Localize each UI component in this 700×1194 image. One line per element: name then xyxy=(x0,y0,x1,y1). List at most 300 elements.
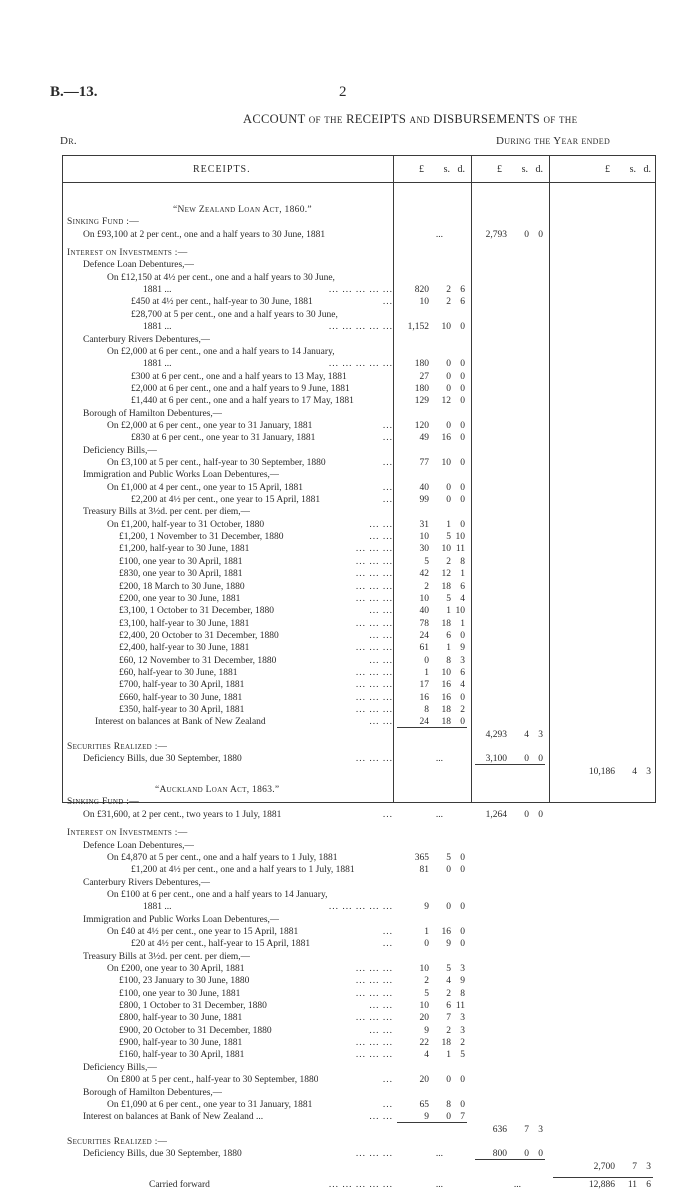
ledger-line xyxy=(63,753,657,765)
line-description: On £2,000 at 6 per cent., one year to 31 January, 1881 xyxy=(107,420,313,431)
leader-dots: ... ... xyxy=(369,717,393,728)
line-description: 1881 ... xyxy=(143,902,172,913)
ledger-line xyxy=(63,618,657,630)
receipts-ledger xyxy=(62,155,656,1190)
ledger-line xyxy=(63,469,657,481)
amount-pounds: 31 xyxy=(419,519,429,530)
amount-c1 xyxy=(393,494,471,506)
amount-pence: 0 xyxy=(460,692,465,703)
line-description: Defence Loan Debentures,— xyxy=(83,840,195,851)
amount-pence: 0 xyxy=(460,458,465,468)
amount-pence: 6 xyxy=(460,285,465,296)
amount-c1 xyxy=(393,692,471,704)
amount-pence: 0 xyxy=(460,902,465,913)
amount-pence: 0 xyxy=(460,495,465,506)
amount-pence: 8 xyxy=(460,556,465,567)
amount-c1 xyxy=(393,753,471,765)
line-description: Sinking Fund :— xyxy=(67,217,140,228)
amount-pence: 0 xyxy=(460,1075,465,1086)
amount-pence: 1 xyxy=(460,569,465,580)
amount-c3 xyxy=(549,1179,657,1191)
amount-placeholder: ... xyxy=(435,229,443,240)
amount-pence: 0 xyxy=(460,433,465,444)
amount-shillings: 7 xyxy=(632,1161,637,1172)
ledger-line xyxy=(63,926,657,938)
ledger-line xyxy=(63,1025,657,1037)
leader-dots: ... ... ... xyxy=(355,569,393,580)
amount-c1 xyxy=(393,543,471,555)
leader-dots: ... ... ... xyxy=(355,692,393,703)
amount-c1 xyxy=(393,531,471,543)
line-description: On £12,150 at 4½ per cent., one and a half years to 30 June, xyxy=(107,272,335,283)
sum-rule xyxy=(553,1177,653,1178)
amount-pounds: 40 xyxy=(419,606,429,617)
ledger-line xyxy=(63,796,657,808)
amount-pounds: 10,186 xyxy=(588,766,615,777)
amount-shillings: 0 xyxy=(446,482,451,493)
debit-label: Dr. xyxy=(60,135,77,147)
leader-dots: ... ... ... xyxy=(355,581,393,592)
amount-pounds: 40 xyxy=(419,482,429,493)
leader-dots: ... xyxy=(382,1099,393,1110)
amount-shillings: 5 xyxy=(446,532,451,543)
receipts-header: RECEIPTS. xyxy=(193,164,251,175)
line-description: £28,700 at 5 per cent., one and a half years to 30 June, xyxy=(131,309,338,320)
amount-shillings: 18 xyxy=(441,1038,451,1049)
ledger-line xyxy=(63,556,657,568)
amount-c1 xyxy=(393,581,471,593)
line-description: Securities Realized :— xyxy=(67,742,168,753)
leader-dots: ... xyxy=(382,458,393,468)
amount-pence: 4 xyxy=(460,680,465,691)
amount-pounds: 9 xyxy=(424,1112,429,1123)
line-description: 1881 ... xyxy=(143,359,172,370)
amount-pounds: 2,700 xyxy=(593,1161,615,1172)
line-description: £2,000 at 6 per cent., one and a half years to 9 June, 1881 xyxy=(131,383,350,394)
amount-c1 xyxy=(393,519,471,531)
amount-shillings: 2 xyxy=(446,285,451,296)
amount-pounds: 10 xyxy=(419,297,429,308)
leader-dots: ... ... ... xyxy=(355,593,393,604)
amount-pounds: 120 xyxy=(414,420,429,431)
amount-shillings: 9 xyxy=(446,939,451,950)
line-description: On £93,100 at 2 per cent., one and a half years to 30 June, 1881 xyxy=(83,229,326,240)
amount-pence: 0 xyxy=(460,322,465,333)
amount-pence: 6 xyxy=(460,581,465,592)
amount-pounds: 1,264 xyxy=(485,809,507,820)
sum-rule xyxy=(475,764,545,765)
amount-pounds: 22 xyxy=(419,1038,429,1049)
amount-pounds: 10 xyxy=(419,593,429,604)
line-description: £1,200 at 4½ per cent., one and a half years to 1 July, 1881 xyxy=(131,865,355,876)
amount-c2 xyxy=(471,229,549,241)
amount-c1 xyxy=(393,1099,471,1111)
amount-c1 xyxy=(393,296,471,308)
amount-placeholder: ... xyxy=(513,1179,521,1190)
amount-pence: 5 xyxy=(460,1050,465,1061)
leader-dots: ... xyxy=(382,939,393,950)
ledger-line xyxy=(63,395,657,407)
line-description: On £2,000 at 6 per cent., one and a half years to 14 January, xyxy=(107,346,335,357)
amount-shillings: 2 xyxy=(446,297,451,308)
pence-header: d. xyxy=(643,164,651,175)
line-description: On £1,000 at 4 per cent., one year to 15 April, 1881 xyxy=(107,482,304,493)
line-description: Deficiency Bills, due 30 September, 1880 xyxy=(83,1149,242,1160)
amount-pounds: 61 xyxy=(419,643,429,654)
ledger-line xyxy=(63,716,657,728)
amount-pence: 11 xyxy=(455,1001,465,1012)
amount-shillings: 18 xyxy=(441,618,451,629)
amount-shillings: 0 xyxy=(446,1112,451,1123)
leader-dots: ... ... ... xyxy=(355,705,393,715)
amount-shillings: 7 xyxy=(446,1013,451,1024)
ledger-line xyxy=(63,432,657,444)
leader-dots: ... ... ... xyxy=(355,618,393,629)
line-description: On £4,870 at 5 per cent., one and a half years to 1 July, 1881 xyxy=(107,852,338,863)
line-description: £900, 20 October to 31 December, 1880 xyxy=(119,1025,272,1036)
amount-pence: 0 xyxy=(460,630,465,641)
line-description: Interest on Investments :— xyxy=(67,248,188,259)
ledger-line xyxy=(63,1037,657,1049)
amount-pounds: 81 xyxy=(419,865,429,876)
amount-c1 xyxy=(393,1037,471,1049)
ledger-line xyxy=(63,204,657,216)
amount-c1 xyxy=(393,988,471,1000)
amount-shillings: 10 xyxy=(441,667,451,678)
leader-dots: ... ... ... xyxy=(355,1149,393,1160)
amount-pence: 0 xyxy=(460,519,465,530)
line-description: £450 at 4½ per cent., half-year to 30 June, 1881 xyxy=(131,297,313,308)
leader-dots: ... ... ... xyxy=(355,680,393,691)
amount-c1 xyxy=(393,809,471,821)
amount-c1 xyxy=(393,432,471,444)
line-description: £900, half-year to 30 June, 1881 xyxy=(119,1038,243,1049)
ledger-line xyxy=(63,457,657,469)
amount-pounds: 20 xyxy=(419,1013,429,1024)
amount-pence: 0 xyxy=(460,371,465,382)
amount-shillings: 0 xyxy=(446,865,451,876)
amount-pounds: 77 xyxy=(419,458,429,468)
ledger-line xyxy=(63,655,657,667)
amount-pounds: 3,100 xyxy=(485,754,507,765)
ledger-line xyxy=(63,259,657,271)
ledger-line xyxy=(63,593,657,605)
line-description: £2,200 at 4½ per cent., one year to 15 April, 1881 xyxy=(131,495,321,506)
ledger-line xyxy=(63,975,657,987)
leader-dots: ... xyxy=(382,433,393,444)
amount-shillings: 4 xyxy=(524,729,529,740)
amount-pounds: 2 xyxy=(424,976,429,987)
amount-c1 xyxy=(393,901,471,913)
amount-pence: 8 xyxy=(460,988,465,999)
ledger-line xyxy=(63,1074,657,1086)
amount-shillings: 8 xyxy=(446,1099,451,1110)
line-description: £350, half-year to 30 April, 1881 xyxy=(119,705,245,715)
amount-c1 xyxy=(393,704,471,716)
amount-pounds: 4,293 xyxy=(485,729,507,740)
amount-c1 xyxy=(393,1049,471,1061)
ledger-line xyxy=(63,284,657,296)
amount-c1 xyxy=(393,321,471,333)
shilling-header: s. xyxy=(521,164,528,175)
line-description: Interest on balances at Bank of New Zealand ... xyxy=(83,1112,264,1123)
line-description: On £1,200, half-year to 31 October, 1880 xyxy=(107,519,265,530)
leader-dots: ... xyxy=(382,926,393,937)
line-description: Immigration and Public Works Loan Debentures,— xyxy=(83,470,280,481)
amount-pence: 10 xyxy=(455,606,465,617)
amount-pence: 2 xyxy=(460,705,465,715)
amount-c1 xyxy=(393,642,471,654)
amount-shillings: 0 xyxy=(446,902,451,913)
amount-pounds: 9 xyxy=(424,902,429,913)
leader-dots: ... ... xyxy=(369,630,393,641)
leader-dots: ... ... ... xyxy=(355,988,393,999)
header-divider xyxy=(63,182,655,183)
ledger-line xyxy=(63,852,657,864)
leader-dots: ... ... ... ... ... xyxy=(328,902,393,913)
line-description: On £3,100 at 5 per cent., half-year to 30 September, 1880 xyxy=(107,458,326,468)
line-description: On £40 at 4½ per cent., one year to 15 April, 1881 xyxy=(107,926,299,937)
amount-pence: 0 xyxy=(460,396,465,407)
ledger-line xyxy=(63,963,657,975)
line-description: £660, half-year to 30 June, 1881 xyxy=(119,692,243,703)
line-description: Borough of Hamilton Debentures,— xyxy=(83,1087,223,1098)
amount-pence: 3 xyxy=(460,964,465,974)
ledger-line xyxy=(63,1000,657,1012)
amount-shillings: 0 xyxy=(524,229,529,240)
column-header-3 xyxy=(549,164,657,176)
amount-pounds: 10 xyxy=(419,1001,429,1012)
page-number: 2 xyxy=(339,84,347,100)
amount-pounds: 30 xyxy=(419,544,429,555)
ledger-line xyxy=(63,321,657,333)
amount-c1 xyxy=(393,1012,471,1024)
amount-pounds: 180 xyxy=(414,359,429,370)
amount-shillings: 12 xyxy=(441,569,451,580)
column-header-1 xyxy=(393,164,471,176)
amount-shillings: 1 xyxy=(446,1050,451,1061)
amount-pounds: 65 xyxy=(419,1099,429,1110)
ledger-line xyxy=(63,531,657,543)
amount-c1 xyxy=(393,938,471,950)
amount-pence: 6 xyxy=(460,667,465,678)
amount-pence: 7 xyxy=(460,1112,465,1123)
amount-pounds: 5 xyxy=(424,988,429,999)
amount-shillings: 5 xyxy=(446,852,451,863)
amount-pounds: 800 xyxy=(492,1149,507,1160)
ledger-line xyxy=(63,809,657,821)
line-description: Borough of Hamilton Debentures,— xyxy=(83,408,223,419)
amount-pounds: 12,886 xyxy=(588,1179,615,1190)
amount-pence: 0 xyxy=(460,359,465,370)
amount-c1 xyxy=(393,667,471,679)
ledger-line xyxy=(63,1179,657,1191)
amount-shillings: 16 xyxy=(441,680,451,691)
amount-c1 xyxy=(393,229,471,241)
ledger-line xyxy=(63,309,657,321)
leader-dots: ... ... ... xyxy=(355,1038,393,1049)
amount-shillings: 0 xyxy=(446,1075,451,1086)
amount-pounds: 2,793 xyxy=(485,229,507,240)
leader-dots: ... ... xyxy=(369,519,393,530)
ledger-line xyxy=(63,1012,657,1024)
line-description: Immigration and Public Works Loan Debentures,— xyxy=(83,914,280,925)
amount-placeholder: ... xyxy=(435,1149,443,1160)
ledger-line xyxy=(63,642,657,654)
leader-dots: ... ... xyxy=(369,655,393,666)
amount-pence: 0 xyxy=(460,939,465,950)
line-description: £200, 18 March to 30 June, 1880 xyxy=(119,581,245,592)
amount-c1 xyxy=(393,1025,471,1037)
amount-pence: 11 xyxy=(455,544,465,555)
amount-pence: 10 xyxy=(455,532,465,543)
amount-shillings: 5 xyxy=(446,593,451,604)
leader-dots: ... ... ... xyxy=(355,754,393,765)
amount-pounds: 78 xyxy=(419,618,429,629)
leader-dots: ... ... ... ... ... xyxy=(328,1179,393,1190)
ledger-line xyxy=(63,1148,657,1160)
ledger-line xyxy=(63,630,657,642)
pound-header: £ xyxy=(605,164,610,175)
line-description: On £800 at 5 per cent., half-year to 30 September, 1880 xyxy=(107,1075,319,1086)
amount-shillings: 1 xyxy=(446,606,451,617)
amount-c1 xyxy=(393,593,471,605)
shilling-header: s. xyxy=(443,164,450,175)
ledger-line xyxy=(63,741,657,753)
line-description: £3,100, 1 October to 31 December, 1880 xyxy=(119,606,275,617)
ledger-line xyxy=(63,704,657,716)
amount-c1 xyxy=(393,371,471,383)
amount-pounds: 636 xyxy=(492,1124,507,1135)
line-description: £100, one year to 30 April, 1881 xyxy=(119,556,243,567)
amount-shillings: 0 xyxy=(446,420,451,431)
line-description: Canterbury Rivers Debentures,— xyxy=(83,334,211,345)
ledger-line xyxy=(63,901,657,913)
amount-shillings: 1 xyxy=(446,643,451,654)
leader-dots: ... ... ... xyxy=(355,1013,393,1024)
amount-shillings: 6 xyxy=(446,1001,451,1012)
ledger-line xyxy=(63,784,657,796)
amount-pounds: 9 xyxy=(424,1025,429,1036)
amount-shillings: 2 xyxy=(446,556,451,567)
ledger-line xyxy=(63,482,657,494)
leader-dots: ... ... ... xyxy=(355,964,393,974)
line-description: 1881 ... xyxy=(143,322,172,333)
amount-c2 xyxy=(471,1124,549,1136)
ledger-line xyxy=(63,346,657,358)
ledger-line xyxy=(63,1049,657,1061)
leader-dots: ... ... ... xyxy=(355,556,393,567)
ledger-line xyxy=(63,692,657,704)
amount-pounds: 20 xyxy=(419,1075,429,1086)
amount-shillings: 2 xyxy=(446,988,451,999)
ledger-line xyxy=(63,1161,657,1173)
line-description: Treasury Bills at 3½d. per cent. per diem,— xyxy=(83,507,251,518)
ledger-line xyxy=(63,1136,657,1148)
line-description: Deficiency Bills,— xyxy=(83,1062,157,1073)
amount-pence: 0 xyxy=(538,809,543,820)
ledger-line xyxy=(63,766,657,778)
ledger-line xyxy=(63,445,657,457)
line-description: Deficiency Bills, due 30 September, 1880 xyxy=(83,754,242,765)
line-description: Securities Realized :— xyxy=(67,1136,168,1147)
amount-pence: 4 xyxy=(460,593,465,604)
ledger-line xyxy=(63,506,657,518)
line-description: £3,100, half-year to 30 June, 1881 xyxy=(119,618,250,629)
leader-dots: ... ... ... ... ... xyxy=(328,285,393,296)
leader-dots: ... xyxy=(382,495,393,506)
amount-pounds: 0 xyxy=(424,655,429,666)
leader-dots: ... xyxy=(382,482,393,493)
line-description: “New Zealand Loan Act, 1860.” xyxy=(173,205,312,215)
amount-c1 xyxy=(393,655,471,667)
amount-pence: 3 xyxy=(538,1124,543,1135)
amount-pence: 9 xyxy=(460,643,465,654)
ledger-line xyxy=(63,1062,657,1074)
ledger-line xyxy=(63,1124,657,1136)
amount-c1 xyxy=(393,556,471,568)
line-description: £830, one year to 30 April, 1881 xyxy=(119,569,243,580)
amount-shillings: 2 xyxy=(446,1025,451,1036)
ledger-line xyxy=(63,272,657,284)
ledger-line xyxy=(63,1087,657,1099)
line-description: £60, half-year to 30 June, 1881 xyxy=(119,667,238,678)
amount-pence: 0 xyxy=(460,1099,465,1110)
ledger-line xyxy=(63,840,657,852)
amount-shillings: 12 xyxy=(441,396,451,407)
amount-c1 xyxy=(393,1148,471,1160)
ledger-line xyxy=(63,383,657,395)
amount-c1 xyxy=(393,963,471,975)
amount-c1 xyxy=(393,568,471,580)
amount-pounds: 24 xyxy=(419,630,429,641)
line-description: Interest on Investments :— xyxy=(67,828,188,839)
ledger-line xyxy=(63,519,657,531)
ledger-line xyxy=(63,216,657,228)
ledger-line xyxy=(63,408,657,420)
amount-placeholder: ... xyxy=(435,754,443,765)
amount-pence: 0 xyxy=(460,865,465,876)
leader-dots: ... ... xyxy=(369,1112,393,1123)
page-ref: B.—13. xyxy=(50,84,98,100)
amount-shillings: 5 xyxy=(446,964,451,974)
amount-pounds: 24 xyxy=(419,717,429,728)
amount-pence: 3 xyxy=(460,1013,465,1024)
leader-dots: ... ... ... xyxy=(355,1050,393,1061)
ledger-line xyxy=(63,371,657,383)
amount-pounds: 1,152 xyxy=(407,322,429,333)
amount-c1 xyxy=(393,1000,471,1012)
account-title: ACCOUNT of the RECEIPTS and DISBURSEMENTS of the xyxy=(243,112,578,126)
amount-pounds: 8 xyxy=(424,705,429,715)
amount-shillings: 8 xyxy=(446,655,451,666)
ledger-line xyxy=(63,951,657,963)
period-label: During the Year ended xyxy=(496,135,611,147)
amount-c1 xyxy=(393,618,471,630)
amount-placeholder: ... xyxy=(435,1179,443,1190)
leader-dots: ... ... ... xyxy=(355,976,393,987)
line-description: On £31,600, at 2 per cent., two years to 1 July, 1881 xyxy=(83,809,282,820)
amount-pence: 3 xyxy=(646,766,651,777)
amount-c2 xyxy=(471,729,549,741)
amount-c1 xyxy=(393,852,471,864)
leader-dots: ... ... ... ... ... xyxy=(328,359,393,370)
line-description: £2,400, half-year to 30 June, 1881 xyxy=(119,643,250,654)
amount-pence: 0 xyxy=(460,926,465,937)
amount-pence: 3 xyxy=(460,1025,465,1036)
leader-dots: ... ... ... xyxy=(355,544,393,555)
ledger-line xyxy=(63,581,657,593)
